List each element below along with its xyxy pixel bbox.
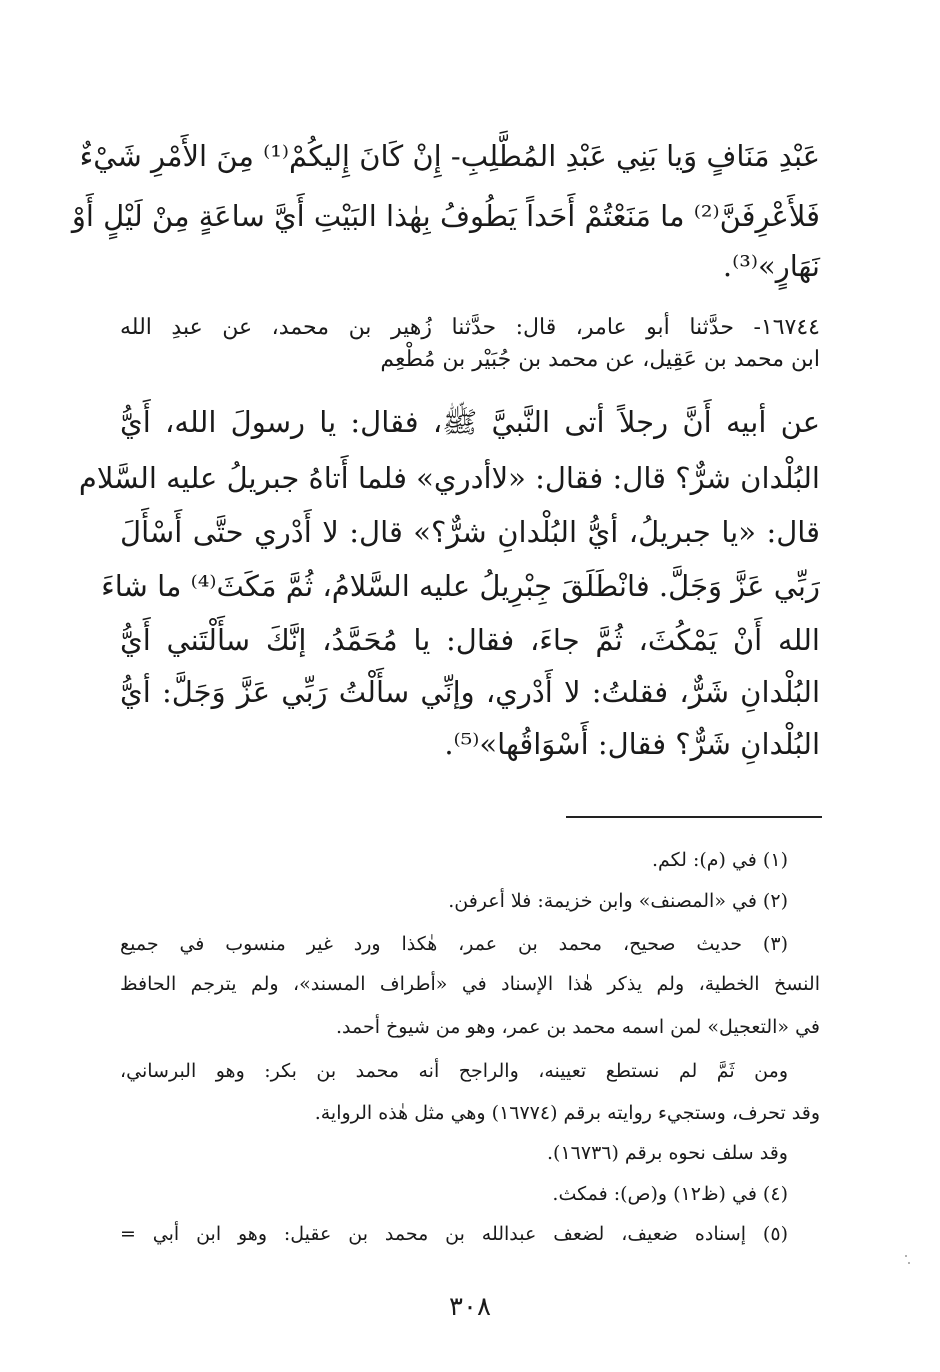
text-line: قال: «يا جبريلُ، أيُّ البُلْدانِ شرٌّ؟» قال: لا أَدْري حتَّى أَسْأَلَ: [120, 515, 820, 549]
text-line: البُلْدانِ شَرٌّ، فقلتُ: لا أَدْري، وإنِّي سأَلْتُ رَبِّي عَزَّ وَجَلَّ: أيُّ: [120, 675, 820, 709]
scan-speck: [905, 1255, 907, 1257]
footnote-3-para3: وقد سلف نحوه برقم (١٦٧٣٦).: [547, 1142, 788, 1164]
footnote-4: (٤) في (ظ١٢) و(ص): فمكث.: [552, 1183, 788, 1205]
text-line: الله أَنْ يَمْكُثَ، ثُمَّ جاءَ، فقال: يا مُحَمَّدُ، إنَّكَ سأَلْتَني أَيُّ: [120, 623, 820, 657]
isnad-line: ١٦٧٤٤- حدَّثنا أبو عامر، قال: حدَّثنا زُهير بن محمد، عن عبدِ الله: [120, 315, 820, 340]
isnad-line: ابن محمد بن عَقِيل، عن محمد بن جُبَيْر بن مُطْعِم: [380, 347, 820, 372]
footnote-3-para2-line: ومن ثَمَّ لم نستطع تعيينه، والراجح أنه محمد بن بكر: وهو البرساني،: [120, 1060, 788, 1082]
text-line: البُلْدانِ شَرٌّ؟ فقال: أَسْوَاقُها»⁽⁵⁾.: [444, 727, 820, 761]
footnote-1: (١) في (م): لكم.: [651, 849, 788, 871]
footnote-3-line: في «التعجيل» لمن اسمه محمد بن عمر، وهو من شيوخ أحمد.: [335, 1016, 820, 1038]
text-line: نَهَارٍ»⁽³⁾.: [722, 249, 820, 283]
page-number: ٣٠٨: [449, 1292, 491, 1322]
text-line: عَبْدِ مَنَافٍ وَيا بَنِي عَبْدِ المُطَّلِبِ- إِنْ كَانَ إِليكُمْ⁽¹⁾ مِنَ الأَمْرِ شَيْءٌ: [79, 139, 820, 173]
footnote-3-line: النسخ الخطية، ولم يذكر هٰذا الإسناد في «أطراف المسند»، ولم يترجم الحافظ: [120, 973, 820, 995]
footnote-2: (٢) في «المصنف» وابن خزيمة: فلا أعرفن.: [448, 890, 788, 912]
scan-speck: [908, 1262, 910, 1264]
text-line: عن أبيه أَنَّ رجلاً أتى النَّبيَّ ﷺ، فقال: يا رسولَ الله، أَيُّ: [120, 405, 820, 439]
footnote-3-para2-line: وقد تحرف، وستجيء روايته برقم (١٦٧٧٤) وهي مثل هٰذه الرواية.: [314, 1102, 820, 1124]
footnote-3-line: (٣) حديث صحيح، محمد بن عمر، هٰكذا ورد غير منسوب في جميع: [120, 933, 788, 955]
footnote-5: (٥) إسناده ضعيف، لضعف عبدالله بن محمد بن عقيل: وهو ابن أبي =: [120, 1223, 788, 1245]
text-line: البُلْدان شرٌّ؟ قال: فقال: «لاأدري» فلما أَتاهُ جبريلُ عليه السَّلام: [78, 461, 820, 495]
text-line: رَبِّي عَزَّ وَجَلَّ. فانْطَلَقَ جِبْرِيلُ عليه السَّلامُ، ثُمَّ مَكَثَ⁽⁴⁾ ما شاءَ: [101, 569, 820, 603]
text-line: فَلأَعْرِفَنَّ⁽²⁾ ما مَنَعْتُمْ أَحَداً يَطُوفُ بِهٰذا البَيْتِ أَيَّ ساعَةٍ مِنْ لَيْلٍ أَوْ: [71, 199, 820, 233]
footnote-separator: [566, 816, 822, 818]
